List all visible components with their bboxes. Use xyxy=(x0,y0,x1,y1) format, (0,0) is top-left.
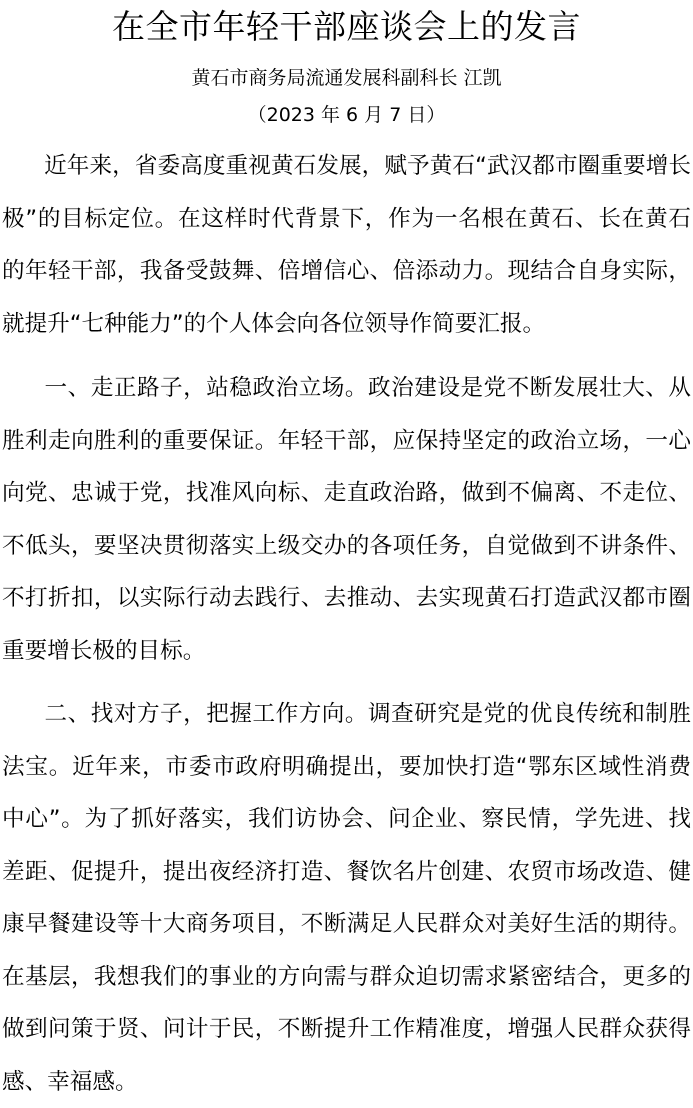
paragraph-point-two xyxy=(2,688,691,1108)
document-title: 在全市年轻干部座谈会上的发言 xyxy=(112,7,581,46)
paragraph-point-one xyxy=(2,362,691,677)
date-line: （2023 年 6 月 7 日） xyxy=(247,104,446,126)
paragraph-intro xyxy=(2,140,691,350)
paragraph-text: 一、走正路子，站稳政治立场。政治建设是党不断发展壮大、从胜利走向胜利的重要保证。年轻干部，应保持坚定的政治立场，一心向党、忠诚于党，找准风向标、走直政治路，做到不偏离、不走位、不低头，要坚决贯彻落实上级交办的各项任务，自觉做到不讲条件、不打折扣，以实际行动去践行、去推动、去实现黄石打造武汉都市圈重要增长极的目标。 xyxy=(2,375,691,664)
paragraph-text: 二、找对方子，把握工作方向。调查研究是党的优良传统和制胜法宝。近年来，市委市政府明确提出，要加快打造“鄂东区域性消费中心”。为了抓好落实，我们访协会、问企业、察民情，学先进、找差距、促提升，提出夜经济打造、餐饮名片创建、农贸市场改造、健康早餐建设等十大商务项目，不断满足人民群众对美好生活的期待。在基层，我想我们的事业的方向需与群众迫切需求紧密结合，更多的做到问策于贤、问计于民，不断提升工作精准度，增强人民群众获得感、幸福感。 xyxy=(2,701,691,1095)
author-line: 黄石市商务局流通发展科副科长 江凯 xyxy=(191,67,502,89)
paragraph-text: 近年来，省委高度重视黄石发展，赋予黄石“武汉都市圈重要增长极”的目标定位。在这样时代背景下，作为一名根在黄石、长在黄石的年轻干部，我备受鼓舞、倍增信心、倍添动力。现结合自身实际，就提升“七种能力”的个人体会向各位领导作简要汇报。 xyxy=(2,153,691,337)
